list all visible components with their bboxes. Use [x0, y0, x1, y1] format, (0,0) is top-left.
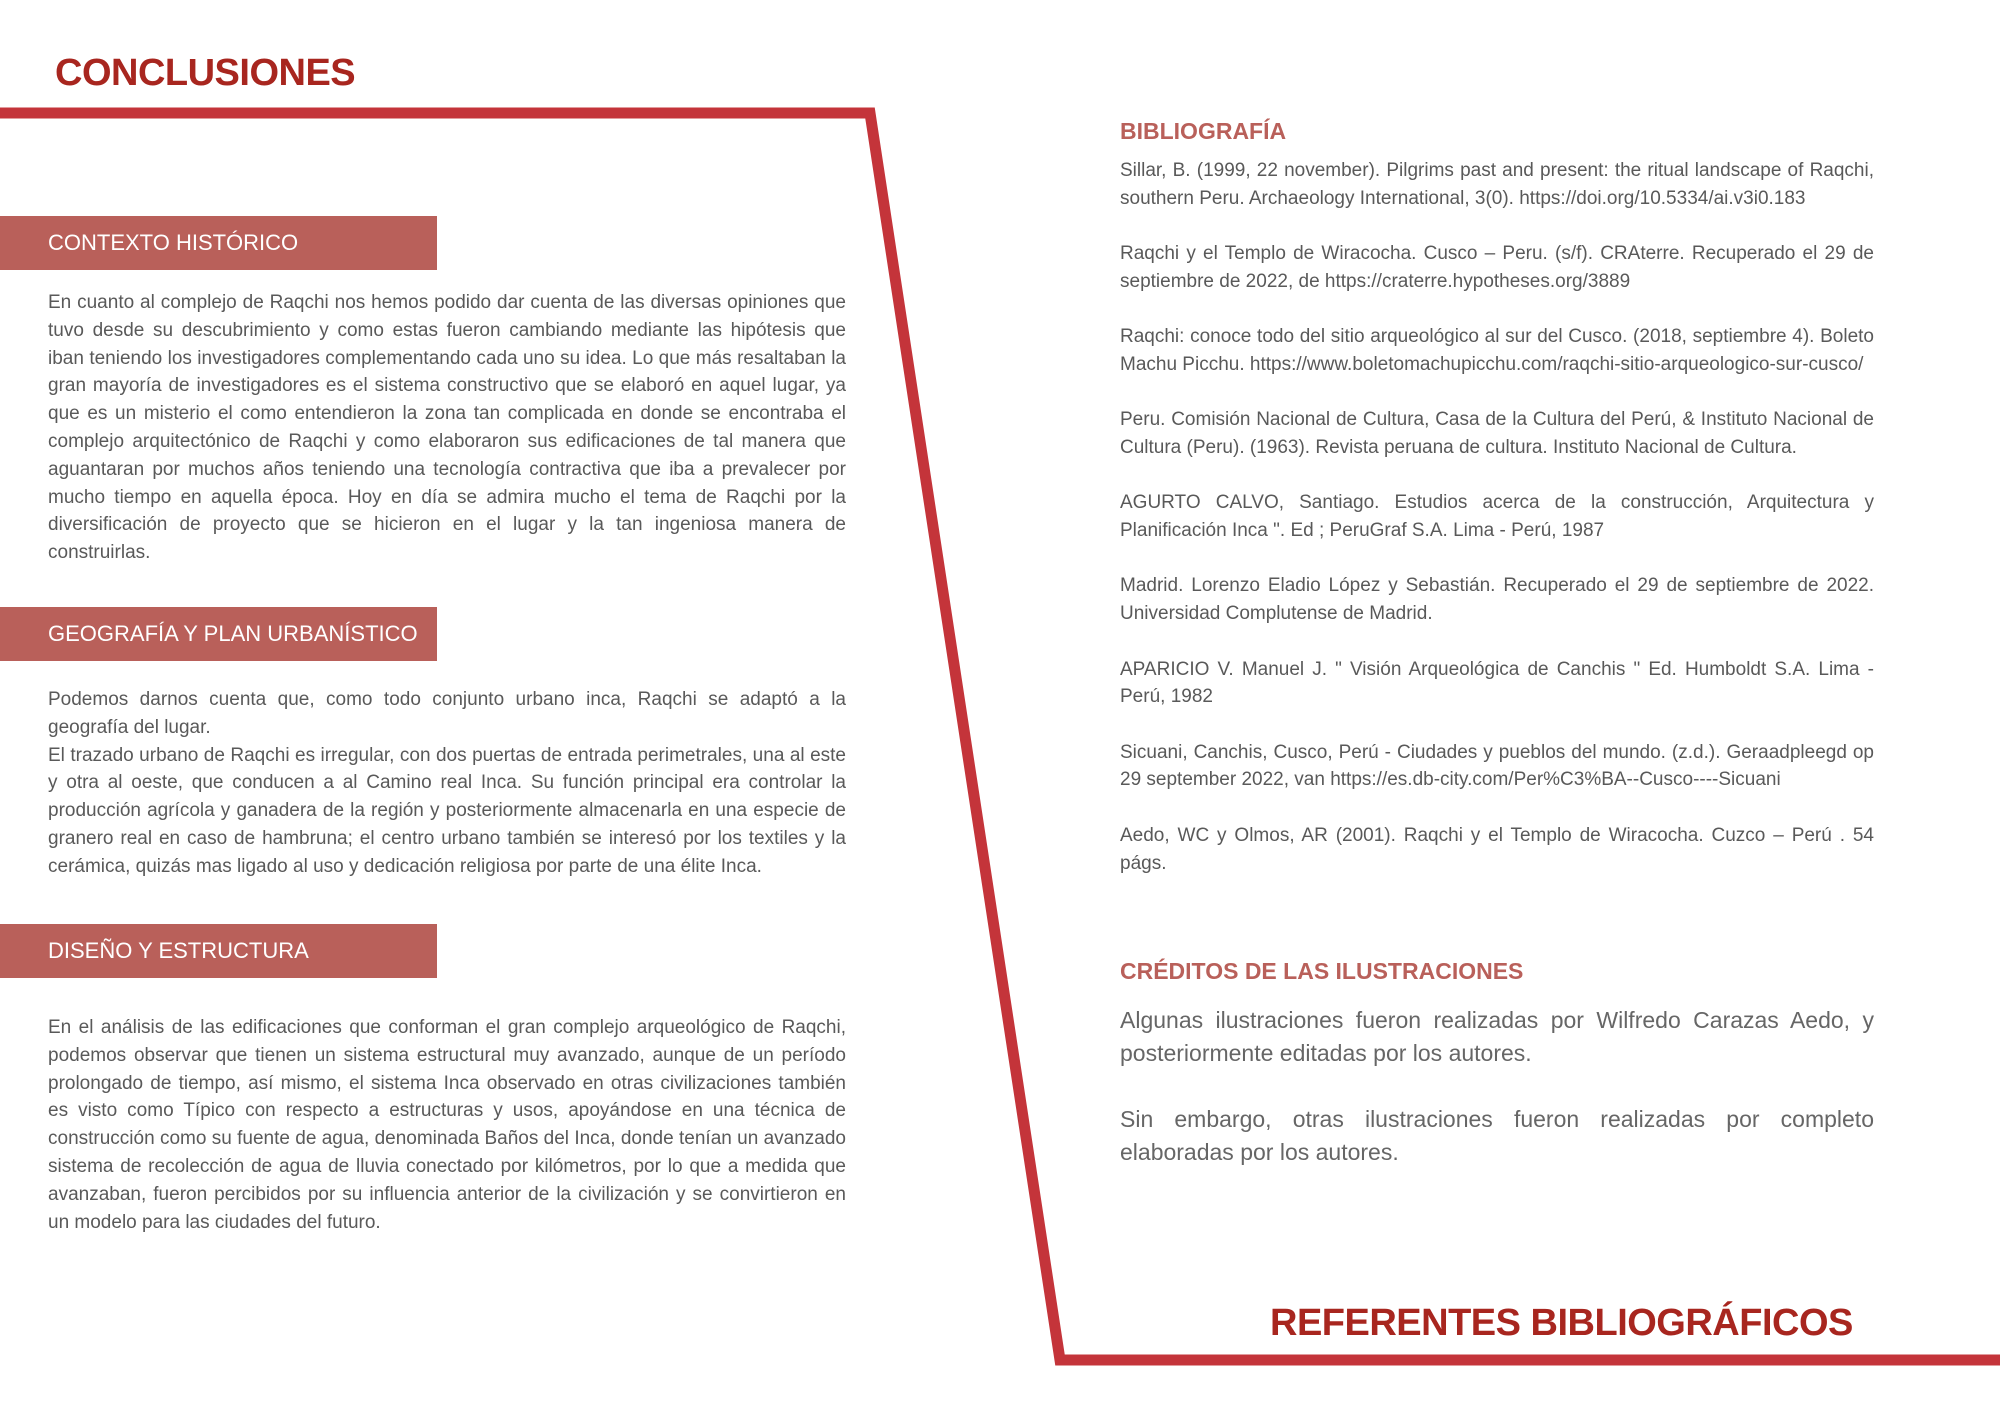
section-heading-geografia: GEOGRAFÍA Y PLAN URBANÍSTICO: [0, 607, 437, 661]
paragraph: En cuanto al complejo de Raqchi nos hemos podido dar cuenta de las diversas opiniones que tuvo desde su descubrimiento y como estas fueron cambiando mediante las hipótesis que iban teniendo los investigadores complementando cada uno su idea. Lo que más resaltaban la gran mayoría de investigadores es el sistema constructivo que se elaboró en aquel lugar, ya que es un misterio el como entendieron la zona tan complicada en donde se encontraba el complejo arquitectónico de Raqchi y como elaboraron sus edificaciones de tal manera que aguantaran por muchos años teniendo una tecnología contractiva que iba a prevalecer por mucho tiempo en aquella época. Hoy en día se admira mucho el tema de Raqchi por la diversificación de proyecto que se hicieron en el lugar y la tan ingeniosa manera de construirlas.: [48, 292, 846, 564]
reference-item: Sicuani, Canchis, Cusco, Perú - Ciudades y pueblos del mundo. (z.d.). Geraadpleegd op 29 september 2022, van https://es.db-city.com/Per%C3%BA--Cusco----Sicuani: [1120, 741, 1874, 791]
credits-paragraph: Algunas ilustraciones fueron realizadas por Wilfredo Carazas Aedo, y posteriormente editadas por los autores.: [1120, 1007, 1874, 1066]
conclusions-title: CONCLUSIONES: [55, 52, 356, 94]
reference-item: Madrid. Lorenzo Eladio López y Sebastián. Recuperado el 29 de septiembre de 2022. Universidad Complutense de Madrid.: [1120, 575, 1874, 625]
reference-list: [1120, 157, 1874, 905]
section-heading-contexto: CONTEXTO HISTÓRICO: [0, 216, 437, 270]
credits-body: [1120, 1004, 1874, 1202]
credits-paragraph: Sin embargo, otras ilustraciones fueron realizadas por completo elaboradas por los autores.: [1120, 1106, 1874, 1165]
section-heading-diseno: DISEÑO Y ESTRUCTURA: [0, 924, 437, 978]
reference-item: APARICIO V. Manuel J. " Visión Arqueológica de Canchis " Ed. Humboldt S.A. Lima - Perú, 1982: [1120, 658, 1874, 708]
reference-item: Raqchi y el Templo de Wiracocha. Cusco – Peru. (s/f). CRAterre. Recuperado el 29 de septiembre de 2022, de https://craterre.hypotheses.org/3889: [1120, 243, 1874, 292]
reference-item: Peru. Comisión Nacional de Cultura, Casa de la Cultura del Perú, & Instituto Nacional de Cultura (Peru). (1963). Revista peruana de cultura. Instituto Nacional de Cultura.: [1120, 409, 1874, 459]
paragraph: En el análisis de las edificaciones que conforman el gran complejo arqueológico de Raqchi, podemos observar que tienen un sistema estructural muy avanzado, aunque de un período prolongado de tiempo, así mismo, el sistema Inca observado en otras civilizaciones también es visto como Típico con respecto a estructuras y usos, apoyándose en una técnica de construcción como su fuente de agua, denominada Baños del Inca, donde tenían un avanzado sistema de recolección de agua de lluvia conectado por kilómetros, por lo que a medida que avanzaban, fueron percibidos por su influencia anterior de la civilización y se convirtieron en un modelo para las ciudades del futuro.: [48, 1017, 846, 1233]
section-body-contexto: [48, 289, 846, 567]
paragraph: El trazado urbano de Raqchi es irregular, con dos puertas de entrada perimetrales, una al este y otra al oeste, que conducen a al Camino real Inca. Su función principal era controlar la producción agrícola y ganadera de la región y posteriormente almacenarla en una especie de granero real en caso de hambruna; el centro urbano también se interesó por los textiles y la cerámica, quizás mas ligado al uso y dedicación religiosa por parte de una élite Inca.: [48, 744, 846, 877]
reference-item: Sillar, B. (1999, 22 november). Pilgrims past and present: the ritual landscape of Raqchi, southern Peru. Archaeology International, 3(0). https://doi.org/10.5334/ai.v3i0.183: [1120, 160, 1874, 209]
credits-heading: CRÉDITOS DE LAS ILUSTRACIONES: [1120, 958, 1524, 984]
section-body-geografia: [48, 686, 846, 881]
bibliography-heading: BIBLIOGRAFÍA: [1120, 118, 1287, 144]
section-body-diseno: [48, 1014, 846, 1236]
reference-item: AGURTO CALVO, Santiago. Estudios acerca de la construcción, Arquitectura y Planificación Inca ". Ed ; PeruGraf S.A. Lima - Perú, 1987: [1120, 492, 1874, 542]
reference-item: Aedo, WC y Olmos, AR (2001). Raqchi y el Templo de Wiracocha. Cuzco – Perú . 54 págs.: [1120, 824, 1874, 874]
paragraph: Podemos darnos cuenta que, como todo conjunto urbano inca, Raqchi se adaptó a la geografía del lugar.: [48, 689, 846, 738]
references-title: REFERENTES BIBLIOGRÁFICOS: [1270, 1302, 1853, 1344]
reference-item: Raqchi: conoce todo del sitio arqueológico al sur del Cusco. (2018, septiembre 4). Boleto Machu Picchu. https://www.boletomachupicchu.com/raqchi-sitio-arqueologico-sur-cusco/: [1120, 326, 1874, 375]
